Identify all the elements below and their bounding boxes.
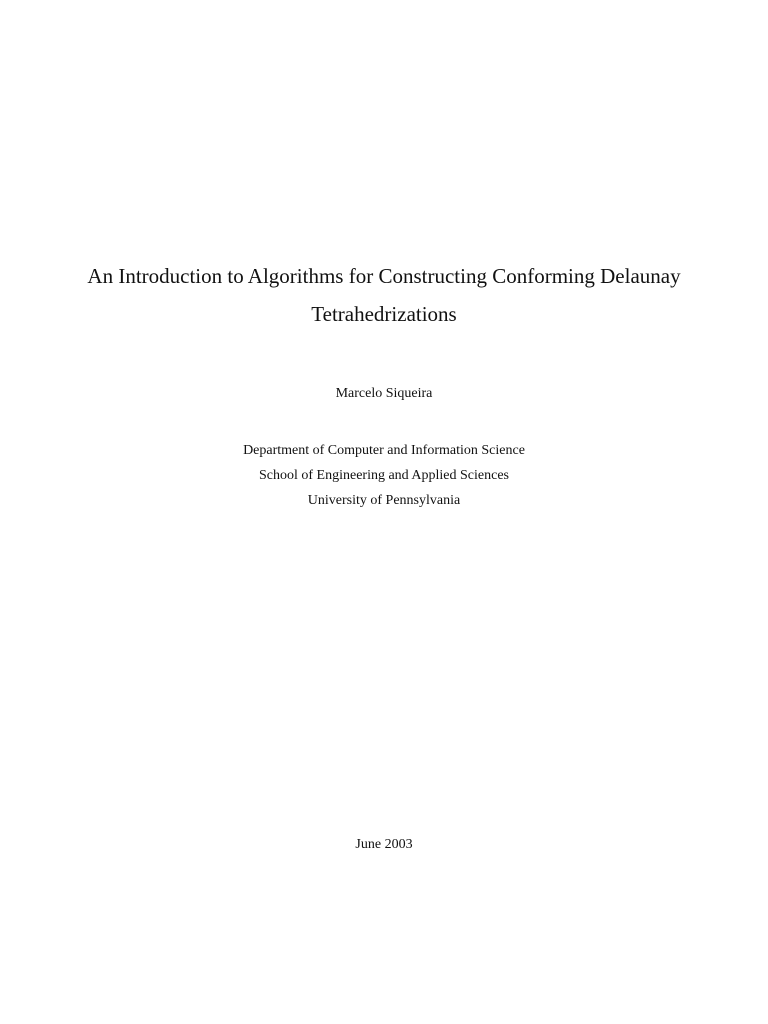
publication-date: June 2003	[355, 837, 413, 852]
affiliation-department: Department of Computer and Information Science	[243, 443, 525, 458]
author-name: Marcelo Siqueira	[335, 386, 433, 401]
affiliation-school: School of Engineering and Applied Sciences	[259, 468, 509, 483]
affiliation-university: University of Pennsylvania	[307, 493, 461, 508]
document-title-line-1: An Introduction to Algorithms for Constructing Conforming Delaunay	[87, 264, 681, 288]
document-title-line-2: Tetrahedrizations	[311, 302, 457, 326]
